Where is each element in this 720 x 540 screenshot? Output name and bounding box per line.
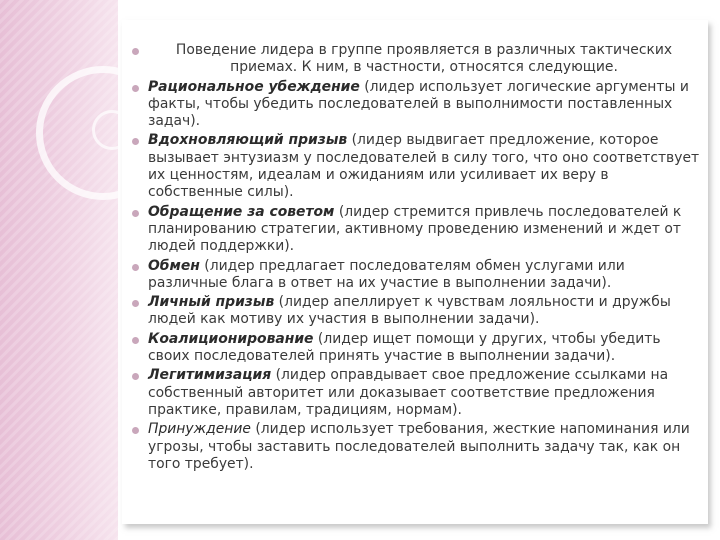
bullet-icon [132,138,139,145]
bullet-list [128,42,700,473]
term-coalition: Коалиционирование [148,330,314,347]
bullet-icon [132,337,139,344]
item-description: (лидер использует логические аргументы и факты, чтобы убедить последователей в выполнимости поставленных задач). [148,78,689,130]
item-description: (лидер оправдывает свое предложение ссылками на собственный авторитет или доказывает соответствие предложения практике, правилам, традициям, нормам). [148,367,669,418]
slide-body [128,42,700,475]
item-description: (лидер выдвигает предложение, которое вызывает энтузиазм у последователей в силу того, что оно соответствует их ценностям, идеалам и ожиданиям или усиливает их веру в собственные силы). [148,132,700,201]
term-coercion: Принуждение [148,421,251,438]
bullet-icon [132,427,139,434]
term-personal-appeal: Личный призыв [148,294,275,311]
item-description: (лидер стремится привлечь последователей к планированию стратегии, активному проведению изменений и ждет от людей поддержки). [148,203,682,255]
list-item-legitimization [128,367,700,419]
list-item-coalition [128,331,700,366]
bullet-icon [132,85,139,92]
term-exchange: Обмен [148,257,200,274]
item-description: (лидер апеллирует к чувствам лояльности и дружбы людей как мотиву их участия в выполнении задачи). [148,294,671,328]
bullet-icon [132,210,139,217]
bullet-icon [132,264,139,271]
item-description: (лидер ищет помощи у других, чтобы убедить своих последователей принять участие в выполнении задачи). [148,330,661,365]
term-rational-persuasion: Рациональное убеждение [148,78,360,95]
list-item-rational-persuasion [128,79,700,131]
list-item-exchange [128,258,700,293]
term-inspirational-appeal: Вдохновляющий призыв [148,132,348,149]
intro-text: Поведение лидера в группе проявляется в различных тактических приемах. К ним, в частности, относятся следующие. [175,42,673,76]
decorative-side-band [0,0,118,540]
list-item-intro [128,42,700,77]
list-item-personal-appeal [128,294,700,329]
term-consultation: Обращение за советом [148,203,335,220]
item-description: (лидер использует требования, жесткие напоминания или угрозы, чтобы заставить последователей выполнить задачу так, как он того требует). [148,421,690,472]
bullet-icon [132,48,139,55]
list-item-consultation [128,204,700,256]
list-item-coercion [128,421,700,473]
list-item-inspirational-appeal [128,132,700,201]
item-description: (лидер предлагает последователям обмен услугами или различные блага в ответ на их участие в выполнении задачи). [148,257,625,291]
term-legitimization: Легитимизация [148,367,272,384]
bullet-icon [132,373,139,380]
bullet-icon [132,300,139,307]
